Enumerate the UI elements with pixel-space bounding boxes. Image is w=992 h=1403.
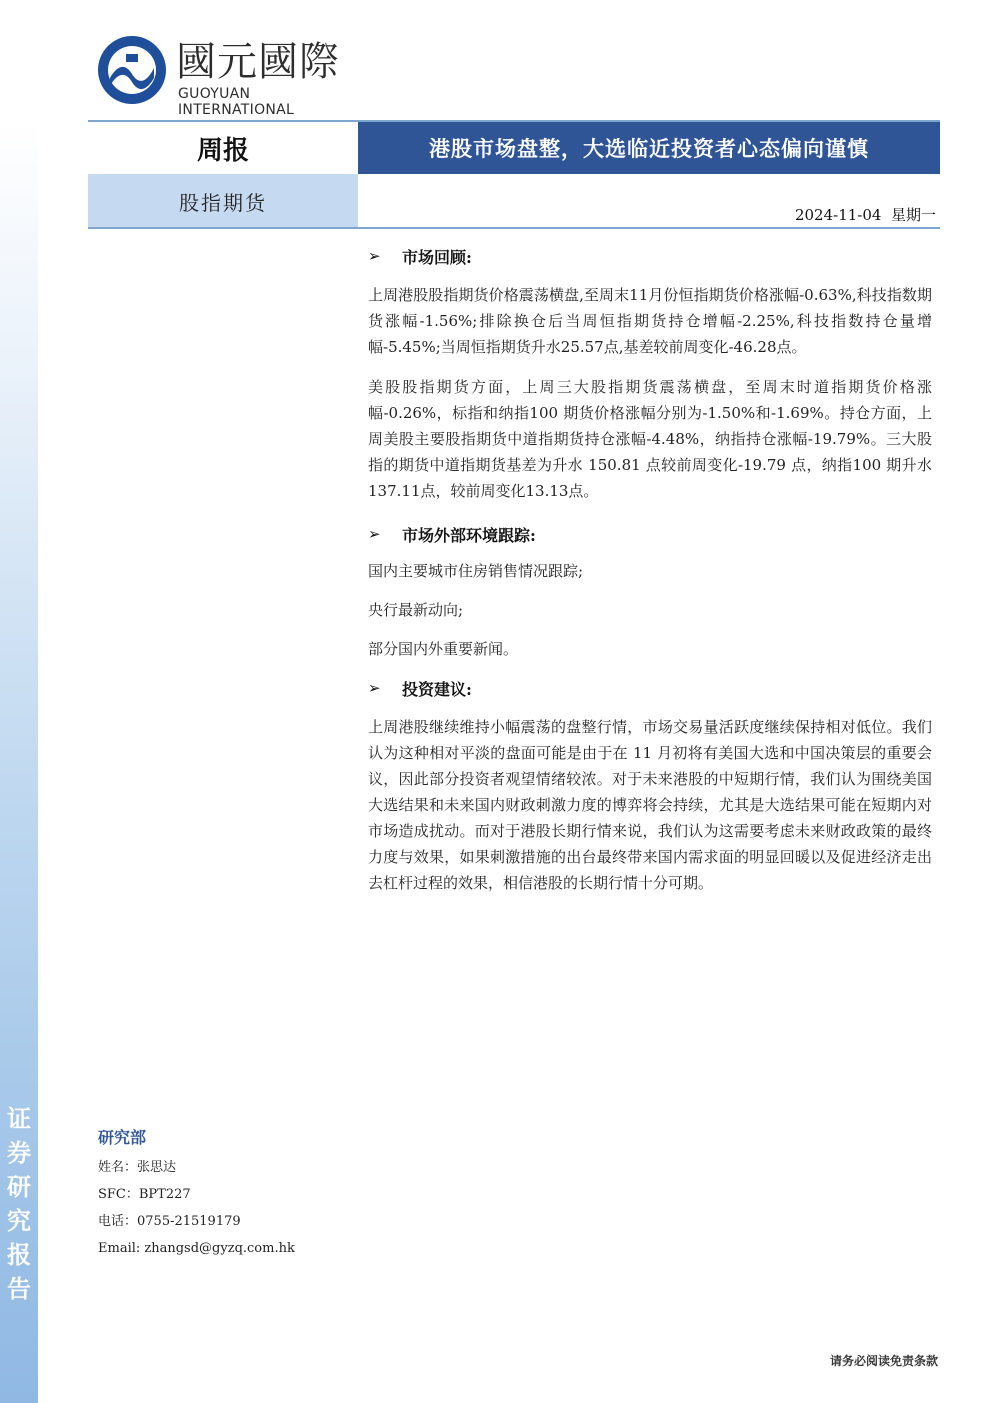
logo-english-name: GUOYUAN INTERNATIONAL [178, 86, 295, 118]
author-sfc: SFC：BPT227 [98, 1187, 191, 1202]
logo-chinese-name: 國元國際 [176, 39, 340, 85]
side-char: 究 [7, 1207, 31, 1235]
section-heading-external-environment [368, 518, 932, 550]
paragraph: 美股股指期货方面，上周三大股指期货震荡横盘，至周末时道指期货价格涨幅-0.26%，标指和纳指100 期货价格涨幅分别为-1.50%和-1.69%。持仓方面，上周美股主要股指期货中道指期货持仓涨幅-4.48%，纳指持仓涨幅-19.79%。三大股指的期货中道指期货基差为升水 150.81 点较前周变化-19.79 点，纳指100 期升水137.11点，较前周变化13.13点。 [368, 378, 932, 500]
report-date: 2024-11-04 星期一 [794, 206, 936, 224]
side-char: 告 [7, 1275, 31, 1303]
side-vertical-label [0, 1102, 38, 1306]
side-char: 证 [7, 1105, 31, 1133]
author-email: Email: zhangsd@gyzq.com.hk [98, 1241, 295, 1256]
report-title: 港股市场盘整，大选临近投资者心态偏向谨慎 [358, 122, 940, 174]
paragraph: 部分国内外重要新闻。 [368, 640, 519, 658]
header-bottom-rule [88, 227, 940, 229]
side-char: 报 [7, 1241, 31, 1269]
arrow-bullet-icon: ➢ [368, 247, 381, 265]
paragraph: 国内主要城市住房销售情况跟踪; [368, 562, 584, 580]
section-heading-text: 市场回顾: [402, 247, 472, 267]
paragraph: 上周港股继续维持小幅震荡的盘整行情，市场交易量活跃度继续保持相对低位。我们认为这种相对平淡的盘面可能是由于在 11 月初将有美国大选和中国决策层的重要会议，因此部分投资者观望情绪较浓。对于未来港股的中短期行情，我们认为围绕美国大选结果和未来国内财政刺激力度的博弈将会持续，尤其是大选结果可能在短期内对市场造成扰动。而对于港股长期行情来说，我们认为这需要考虑未来财政政策的最终力度与效果，如果刺激措施的出台最终带来国内需求面的明显回暖以及促进经济走出去杠杆过程的效果，相信港股的长期行情十分可期。 [368, 718, 932, 892]
section-heading-text: 市场外部环境跟踪: [402, 525, 536, 545]
arrow-bullet-icon: ➢ [368, 525, 381, 543]
section-heading-market-review [368, 240, 932, 272]
author-department: 研究部 [98, 1128, 147, 1147]
disclaimer-note: 请务必阅读免责条款 [829, 1354, 938, 1368]
arrow-bullet-icon: ➢ [368, 679, 381, 697]
section-heading-investment-advice [368, 672, 932, 704]
author-name: 姓名：张思达 [98, 1160, 177, 1175]
report-type: 周报 [196, 135, 249, 166]
author-phone: 电话：0755-21519179 [98, 1214, 241, 1229]
section-heading-text: 投资建议: [402, 679, 472, 699]
report-category: 股指期货 [88, 174, 358, 228]
author-block [98, 1126, 358, 1262]
report-body [368, 240, 932, 896]
paragraph: 央行最新动向; [368, 601, 464, 619]
company-logo [96, 34, 366, 118]
logo-mark-icon [96, 34, 168, 106]
side-char: 研 [7, 1173, 31, 1201]
side-char: 券 [7, 1139, 31, 1167]
paragraph: 上周港股股指期货价格震荡横盘,至周末11月份恒指期货价格涨幅-0.63%,科技指数期货涨幅-1.56%;排除换仓后当周恒指期货持仓增幅-2.25%,科技指数持仓量增幅-5.45%;当周恒指期货升水25.57点,基差较前周变化-46.28点。 [368, 286, 932, 356]
